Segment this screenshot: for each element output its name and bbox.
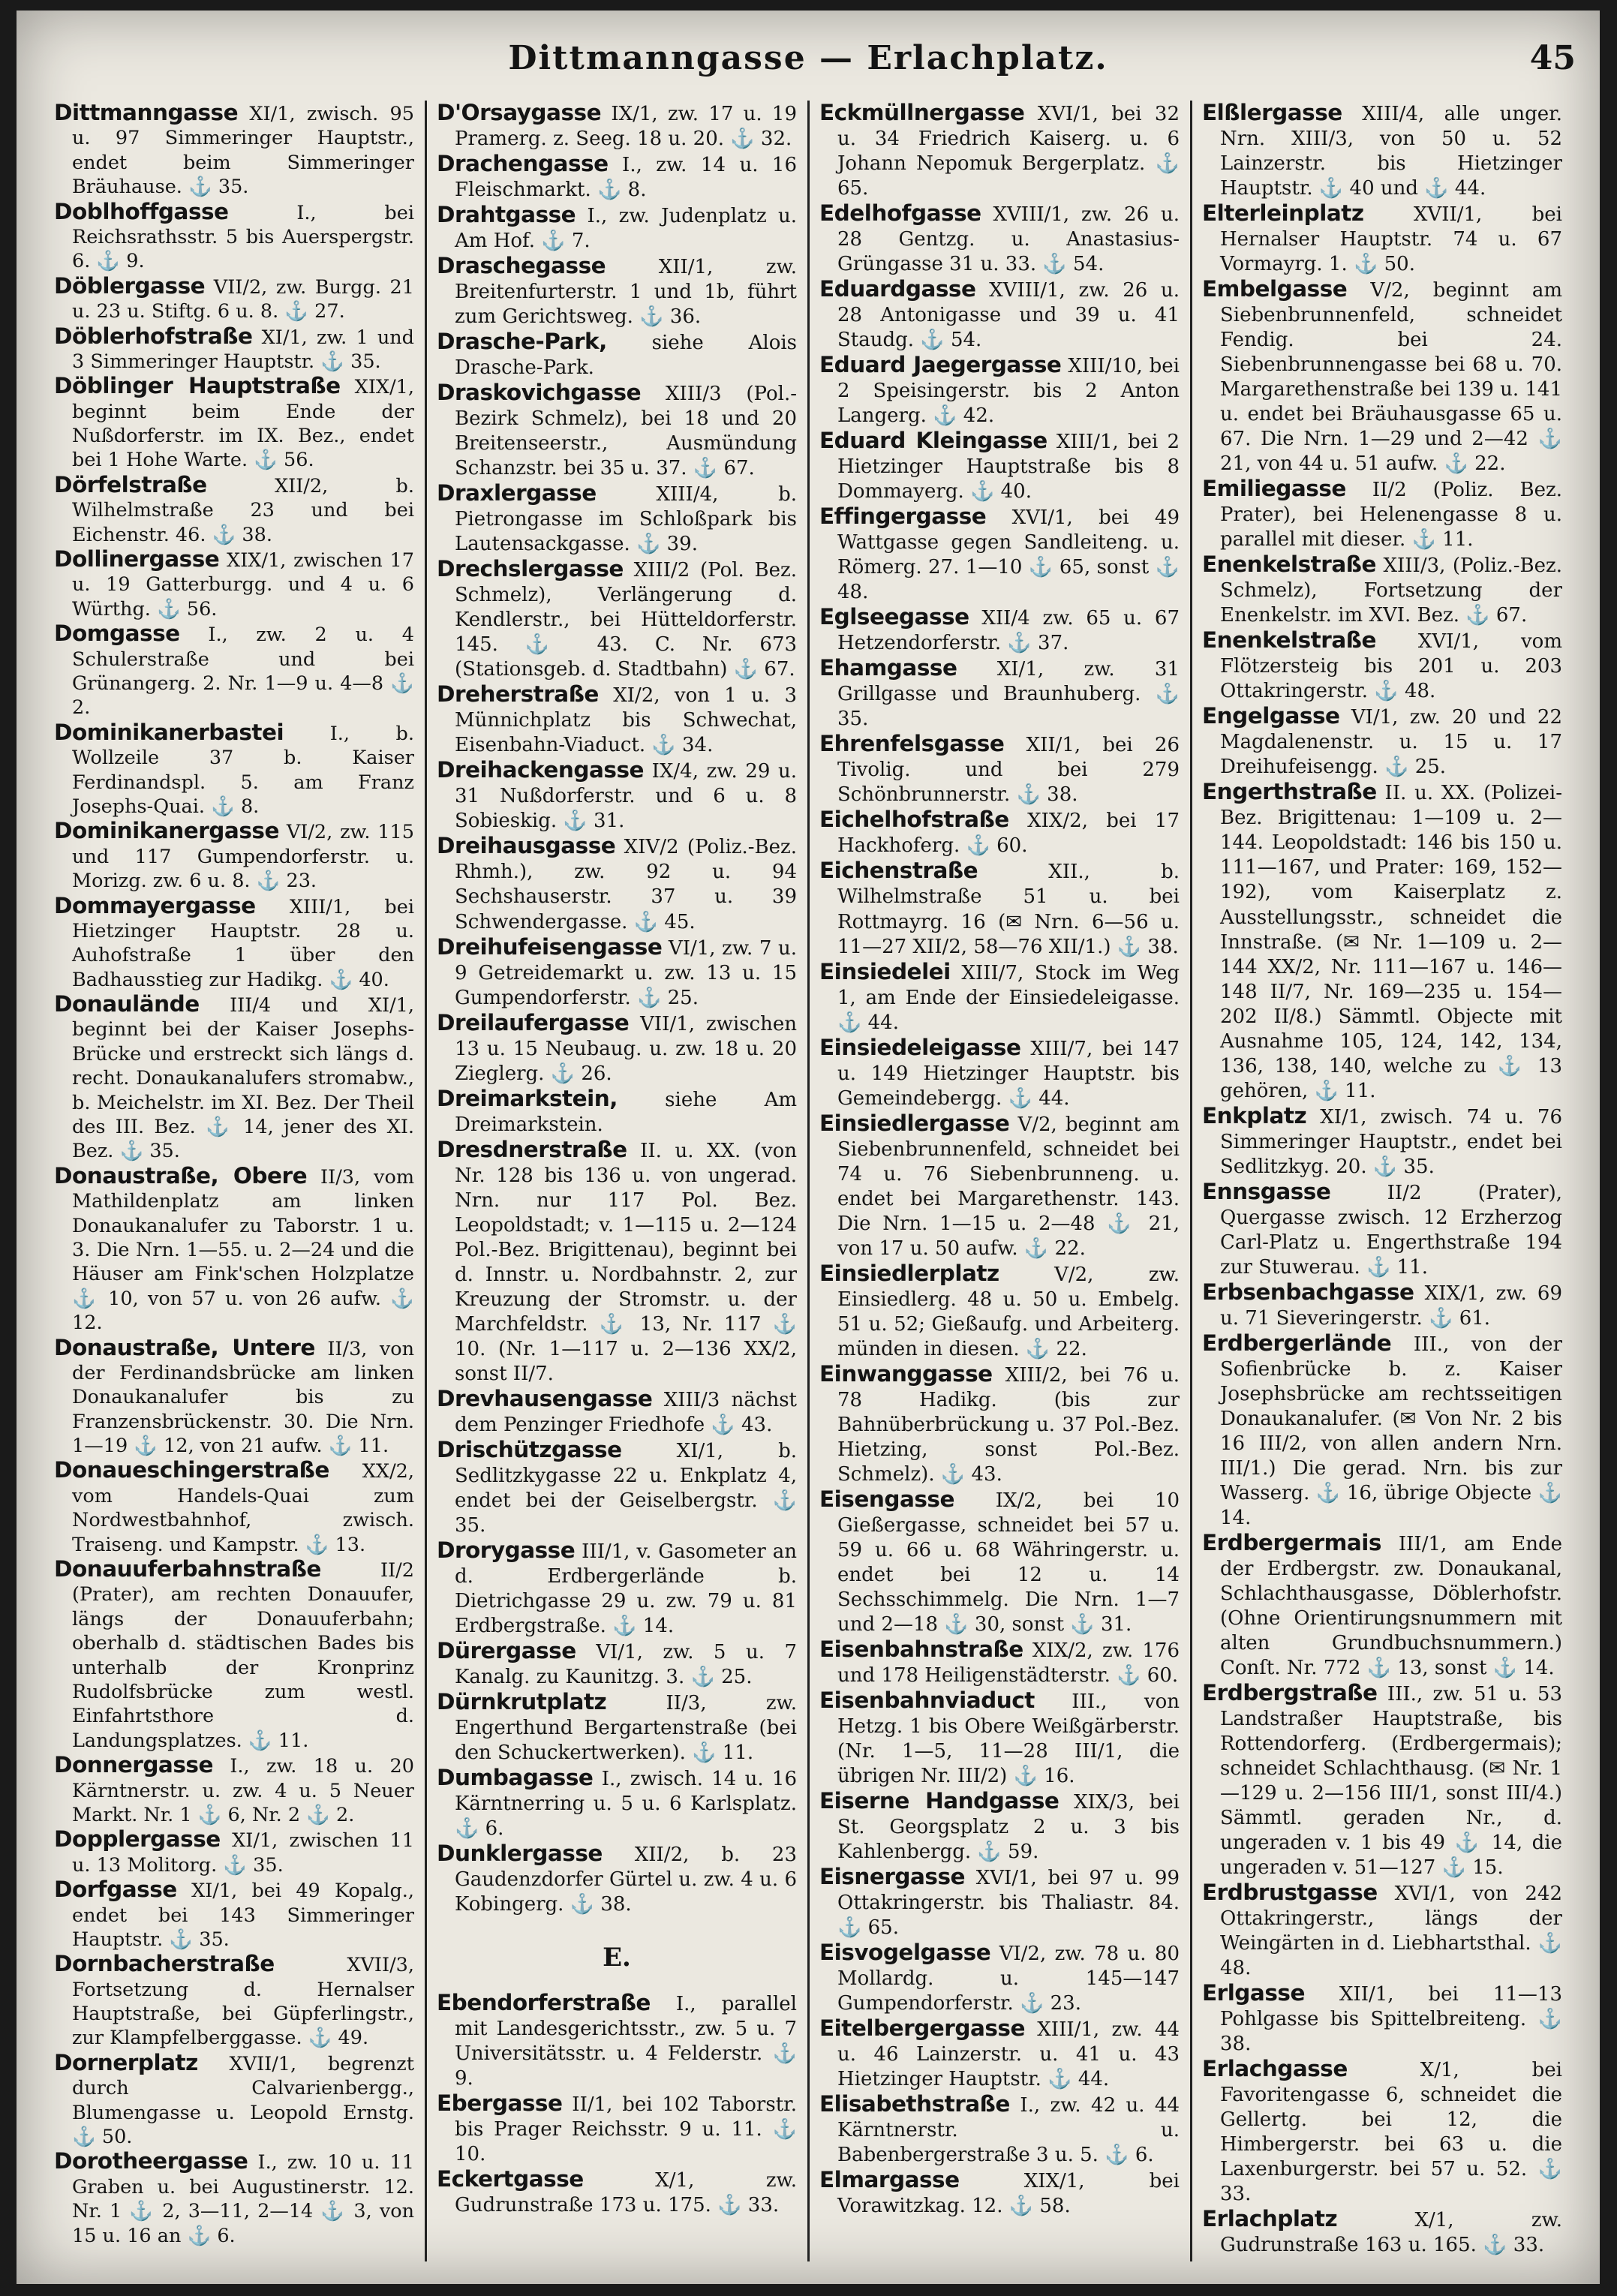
street-entry bbox=[437, 380, 797, 481]
street-entry bbox=[437, 1690, 797, 1766]
street-entry bbox=[54, 374, 414, 473]
column-2 bbox=[437, 101, 797, 2261]
street-description: XIX/1, zw. 69 u. 71 Sieveringerstr. ⚓ 61. bbox=[1220, 1282, 1562, 1330]
street-entry bbox=[54, 621, 414, 720]
street-description: I., parallel mit Landesgerichtsstr., zw. 5 u. 7 Universitätsstr. u. 4 Felderstr. ⚓ 9. bbox=[455, 1993, 797, 2090]
street-name: Dreherstraße bbox=[437, 681, 599, 708]
street-description: XX/2, vom Handels-Quai zum Nordwestbahnhof, zwisch. Traiseng. und Kampstr. ⚓ 13. bbox=[72, 1460, 414, 1556]
street-name: Einsiedlergasse bbox=[819, 1110, 1010, 1136]
street-entry bbox=[437, 152, 797, 203]
street-description: II/3, von der Ferdinandsbrücke am linken Donaukanalufer bis zu Franzensbrückenstr. 30. Die Nrn. 1—19 ⚓ 12, von 21 aufw. ⚓ 11. bbox=[72, 1337, 414, 1458]
street-name: Eduardgasse bbox=[819, 276, 976, 302]
street-description: I., zwisch. 14 u. 16 Kärntnerring u. 5 u. 6 Karlsplatz. ⚓ 6. bbox=[455, 1768, 797, 1841]
section-letter: E. bbox=[603, 1943, 631, 1973]
street-name: Donauuferbahnstraße bbox=[54, 1556, 321, 1582]
street-name: Erdbergermais bbox=[1202, 1529, 1381, 1555]
street-description: XII/2, b. Wilhelmstraße 23 und bei Eichenstr. 46. ⚓ 38. bbox=[72, 474, 414, 546]
street-entry bbox=[1202, 2057, 1562, 2207]
street-name: Eisenbahnviaduct bbox=[819, 1687, 1035, 1713]
street-entry bbox=[54, 1164, 414, 1336]
street-description: II/3, zw. Engerthund Bergartenstraße (bei den Schuckertwerken). ⚓ 11. bbox=[455, 1691, 797, 1765]
street-description: XVII/1, bei Hernalser Hauptstr. 74 u. 67 Vormayrg. 1. ⚓ 50. bbox=[1220, 203, 1562, 276]
street-description: XI/1, zwisch. 95 u. 97 Simmeringer Hauptstr., endet beim Simmeringer Bräuhause. ⚓ 35. bbox=[72, 103, 414, 199]
street-entry bbox=[54, 1458, 414, 1557]
street-description: II/2 (Prater), am rechten Donauufer, längs der Donauuferbahn; oberhalb d. städtischen Bades bis unterhalb der Kronprinz Rudolfsbrücke zum westl. Einfahrtsthore d. Landungsplatzes. ⚓ 11. bbox=[72, 1559, 414, 1752]
street-description: XII/1, bei 11—13 Pohlgasse bis Spittelbreiteng. ⚓ 38. bbox=[1220, 1983, 1562, 2056]
street-entry bbox=[1202, 704, 1562, 780]
street-name: Dominikanergasse bbox=[54, 818, 279, 844]
street-entry bbox=[819, 1865, 1180, 1940]
street-entry bbox=[54, 200, 414, 274]
street-entry bbox=[54, 894, 414, 993]
street-entry bbox=[437, 557, 797, 682]
street-entry bbox=[437, 1438, 797, 1538]
street-entry bbox=[1202, 476, 1562, 552]
street-entry bbox=[1202, 1880, 1562, 1981]
street-entry bbox=[437, 758, 797, 834]
street-entry bbox=[437, 2167, 797, 2218]
street-description: XIV/2 (Poliz.-Bez. Rhmh.), zw. 92 u. 94 Sechshauserstr. 37 u. 39 Schwendergasse. ⚓ 45. bbox=[455, 836, 797, 933]
street-name: Eisengasse bbox=[819, 1486, 954, 1512]
street-entry bbox=[819, 807, 1180, 858]
street-description: IX/2, bei 10 Gießergasse, schneidet bei 57 u. 59 u. 66 u. 68 Währingerstr. u. endet bei 12 u. 14 Sechsschimmelg. Die Nrn. 1—7 und 2—18 ⚓ 30, sonst ⚓ 31. bbox=[837, 1489, 1180, 1636]
street-name: Engerthstraße bbox=[1202, 779, 1377, 805]
street-description: VI/1, zw. 20 und 22 Magdalenenstr. u. 15 u. 17 Dreihufeisengg. ⚓ 25. bbox=[1220, 706, 1562, 779]
street-entry bbox=[54, 819, 414, 893]
street-entry bbox=[819, 504, 1180, 605]
street-entry bbox=[1202, 1104, 1562, 1180]
page-number: 45 bbox=[1529, 39, 1576, 77]
street-description: IX/1, zw. 17 u. 19 Pramerg. z. Seeg. 18 u. 20. ⚓ 32. bbox=[455, 103, 797, 151]
street-entry bbox=[1202, 628, 1562, 704]
column-1 bbox=[54, 101, 414, 2261]
street-name: Dresdnerstraße bbox=[437, 1136, 627, 1162]
street-entry bbox=[437, 834, 797, 934]
street-description: II/2 (Poliz. Bez. Prater), bei Helenengasse 8 u. parallel mit dieser. ⚓ 11. bbox=[1220, 479, 1562, 551]
street-entry bbox=[437, 935, 797, 1011]
street-entry bbox=[819, 428, 1180, 504]
street-entry bbox=[1202, 1681, 1562, 1880]
street-name: D'Orsaygasse bbox=[437, 101, 602, 125]
street-description: XIX/3, bei St. Georgsplatz 2 u. 3 bis Kahlenbergg. ⚓ 59. bbox=[837, 1791, 1180, 1864]
street-name: Eckmüllnergasse bbox=[819, 101, 1025, 125]
street-description: I., zw. 14 u. 16 Fleischmarkt. ⚓ 8. bbox=[455, 154, 797, 202]
street-description: XVIII/1, zw. 26 u. 28 Gentzg. u. Anastasius-Grüngasse 31 u. 33. ⚓ 54. bbox=[837, 203, 1180, 276]
street-name: Donaustraße, Untere bbox=[54, 1334, 315, 1360]
directory-page bbox=[17, 11, 1600, 2284]
street-description: II/3, vom Mathildenplatz am linken Donaukanalufer zu Taborstr. 1 u. 3. Die Nrn. 1—55. u. 2—24 und die Häuser am Fink'schen Holzplatze ⚓ 10, von 57 u. von 26 aufw. ⚓ 12. bbox=[72, 1165, 414, 1335]
street-entry bbox=[1202, 1280, 1562, 1331]
street-description: XI/2, von 1 u. 3 Münnichplatz bis Schwechat, Eisenbahn-Viaduct. ⚓ 34. bbox=[455, 684, 797, 757]
street-description: XIX/1, beginnt beim Ende der Nußdorferstr. im IX. Bez., endet bei 1 Hohe Warte. ⚓ 56. bbox=[72, 376, 414, 472]
street-name: Donnergasse bbox=[54, 1752, 213, 1778]
street-name: Dittmanngasse bbox=[54, 101, 239, 125]
street-name: Draschegasse bbox=[437, 253, 606, 279]
street-entry bbox=[819, 1487, 1180, 1637]
street-description: III/4 und XI/1, beginnt bei der Kaiser Josephs-Brücke und erstreckt sich längs d. recht. Donaukanalufers stromabw., b. Meichelstr. im XI. Bez. Der Theil des III. Bez. ⚓ 14, jener des XI. Bez. ⚓ 35. bbox=[72, 994, 414, 1163]
street-name: Dornerplatz bbox=[54, 2049, 198, 2075]
street-description: II/2 (Prater), Quergasse zwisch. 12 Erzherzog Carl-Platz u. Engerthstraße 194 zur Stuwerau. ⚓ 11. bbox=[1220, 1181, 1562, 1279]
street-description: I., zw. 42 u. 44 Kärntnerstr. u. Babenbergerstraße 3 u. 5. ⚓ 6. bbox=[837, 2094, 1180, 2167]
street-name: Einsiedlerplatz bbox=[819, 1260, 999, 1286]
column-rule bbox=[807, 101, 810, 2261]
street-name: Eitelbergergasse bbox=[819, 2015, 1025, 2042]
street-entry bbox=[437, 1841, 797, 1917]
street-entry bbox=[54, 1336, 414, 1459]
street-description: I., bei Reichsrathsstr. 5 bis Auerspergstr. 6. ⚓ 9. bbox=[72, 201, 414, 273]
street-description: XI/1, bei 49 Kopalg., endet bei 143 Simmeringer Hauptstr. ⚓ 35. bbox=[72, 1880, 414, 1951]
street-columns bbox=[54, 101, 1577, 2261]
street-name: Erlachgasse bbox=[1202, 2056, 1348, 2082]
street-entry bbox=[819, 1789, 1180, 1865]
street-name: Effingergasse bbox=[819, 503, 987, 530]
street-entry bbox=[437, 481, 797, 557]
street-name: Drahtgasse bbox=[437, 202, 576, 228]
street-name: Elterleinplatz bbox=[1202, 200, 1364, 227]
street-description: III., von Hetzg. 1 bis Obere Weißgärberstr. (Nr. 1—5, 11—28 III/1, die übrigen Nr. III/2) ⚓ 16. bbox=[837, 1690, 1180, 1788]
street-description: XIII/2, bei 76 u. 78 Hadikg. (bis zur Bahnüberbrückung u. 37 Pol.-Bez. Hietzing, sonst Pol.-Bez. Schmelz). ⚓ 43. bbox=[837, 1363, 1180, 1486]
street-entry bbox=[54, 473, 414, 547]
street-entry bbox=[819, 1688, 1180, 1789]
street-description: XVII/1, begrenzt durch Calvarienbergg., Blumengasse u. Leopold Ernstg. ⚓ 50. bbox=[72, 2052, 414, 2149]
street-description: III/1, v. Gasometer an d. Erdbergerlände b. Dietrichgasse 29 u. zw. 79 u. 81 Erdbergstraße. ⚓ 14. bbox=[455, 1540, 797, 1637]
street-entry bbox=[437, 682, 797, 758]
street-description: II. u. XX. (von Nr. 128 bis 136 u. von ungerad. Nrn. nur 117 Pol. Bez. Leopoldstadt; v. 1—115 u. 2—124 Pol.-Bez. Brigittenau), beginnt bei d. Innstr. u. Nordbahnstr. 2, zur Kreuzung der Stromstr. u. der Marchfeldstr. ⚓ 13, Nr. 117 ⚓ 10. (Nr. 1—117 u. 2—136 XX/2, sonst II/7. bbox=[455, 1139, 797, 1385]
street-name: Eisenbahnstraße bbox=[819, 1636, 1023, 1662]
street-description: I., zw. 10 u. 11 Graben u. bei Augustinerstr. 12. Nr. 1 ⚓ 2, 3—11, 2—14 ⚓ 3, von 15 u. 16 an ⚓ 6. bbox=[72, 2151, 414, 2247]
street-entry bbox=[819, 960, 1180, 1035]
street-description: XIII/3 nächst dem Penzinger Friedhofe ⚓ 43. bbox=[455, 1388, 797, 1436]
street-entry bbox=[54, 324, 414, 374]
street-description: XIII/4, alle unger. Nrn. XIII/3, von 50 u. 52 Lainzerstr. bis Hietzinger Hauptstr. ⚓ 40 und ⚓ 44. bbox=[1220, 103, 1562, 200]
street-entry bbox=[819, 277, 1180, 353]
street-description: XVII/3, Fortsetzung d. Hernalser Hauptstraße, bei Güpferlingstr., zur Klampfelberggasse. ⚓ 49. bbox=[72, 1954, 414, 2050]
street-name: Ebendorferstraße bbox=[437, 1990, 651, 2016]
street-entry bbox=[437, 1387, 797, 1438]
street-entry bbox=[437, 2091, 797, 2167]
street-entry bbox=[437, 1137, 797, 1387]
street-name: Dörfelstraße bbox=[54, 471, 207, 497]
street-description: IX/4, zw. 29 u. 31 Nußdorferstr. und 6 u. 8 Sobieskig. ⚓ 31. bbox=[455, 760, 797, 833]
street-entry bbox=[54, 101, 414, 200]
street-description: XVIII/1, zw. 26 u. 28 Antonigasse und 39 u. 41 Staudg. ⚓ 54. bbox=[837, 279, 1180, 352]
street-name: Dreihackengasse bbox=[437, 757, 645, 783]
street-description: XVI/1, von 242 Ottakringerstr., längs der Weingärten in d. Liebhartsthal. ⚓ 48. bbox=[1220, 1883, 1562, 1980]
street-name: Ebergasse bbox=[437, 2090, 563, 2117]
street-entry bbox=[819, 2092, 1180, 2168]
street-entry bbox=[54, 1952, 414, 2051]
street-description: XIX/1, zwischen 17 u. 19 Gatterburgg. und 4 u. 6 Würthg. ⚓ 56. bbox=[72, 549, 414, 621]
street-description: siehe Am Dreimarkstein. bbox=[455, 1088, 797, 1136]
street-entry bbox=[819, 1940, 1180, 2016]
street-name: Eckertgasse bbox=[437, 2166, 584, 2192]
running-title: Dittmanngasse — Erlachplatz. bbox=[508, 39, 1108, 77]
street-entry bbox=[1202, 101, 1562, 201]
street-name: Eduard Jaegergasse bbox=[819, 352, 1062, 378]
street-description: VI/1, zw. 7 u. 9 Getreidemarkt u. zw. 13 u. 15 Gumpendorferstr. ⚓ 25. bbox=[455, 936, 797, 1009]
street-description: VI/2, zw. 78 u. 80 Mollardg. u. 145—147 Gumpendorferstr. ⚓ 23. bbox=[837, 1943, 1180, 2015]
street-entry bbox=[1202, 552, 1562, 628]
street-description: XIII/1, zw. 44 u. 46 Lainzerstr. u. 41 u. 43 Hietzinger Hauptstr. ⚓ 44. bbox=[837, 2018, 1180, 2091]
street-name: Dollinergasse bbox=[54, 546, 220, 572]
street-entry bbox=[819, 2168, 1180, 2219]
street-name: Elmargasse bbox=[819, 2167, 960, 2193]
street-description: XIII/3 (Pol.-Bezirk Schmelz), bei 18 und 20 Breitenseerstr., Ausmündung Schanzstr. bei 35 u. 37. ⚓ 67. bbox=[455, 383, 797, 480]
street-entry bbox=[819, 201, 1180, 277]
street-description: V/2, beginnt am Siebenbrunnenfeld, schneidet Fendig. bei 24. Siebenbrunnengasse bei 68 u. 70. Margarethenstraße bei 139 u. 141 u. endet bei Bräuhausgasse 65 u. 67. Die Nrn. 1—29 und 2—42 ⚓ 21, von 44 u. 51 aufw. ⚓ 22. bbox=[1220, 279, 1562, 476]
street-description: II. u. XX. (Polizei-Bez. Brigittenau: 1—109 u. 2—144. Leopoldstadt: 146 bis 150 u. 111—167, und Prater: 169, 152—192), vom Kaiserplatz z. Ausstellungsstr., schneidet die Innstraße. (✉ Nr. 1—109 u. 2—144 XX/2, Nr. 111—167 u. 146—148 II/7, Nr. 169—235 u. 154—202 II/8.) Sämmtl. Objecte mit Ausnahme 105, 124, 142, 134, 136, 138, 140, welche zu ⚓ 13 gehören, ⚓ 11. bbox=[1220, 782, 1562, 1102]
street-description: X/1, zw. Gudrunstraße 163 u. 165. ⚓ 33. bbox=[1220, 2209, 1562, 2257]
street-entry bbox=[1202, 201, 1562, 277]
street-entry bbox=[819, 1637, 1180, 1688]
street-name: Enenkelstraße bbox=[1202, 551, 1376, 578]
street-name: Dunklergasse bbox=[437, 1841, 603, 1867]
street-entry bbox=[437, 1538, 797, 1639]
street-name: Drevhausengasse bbox=[437, 1385, 653, 1411]
street-description: XIX/2, zw. 176 und 178 Heiligenstädterstr. ⚓ 60. bbox=[837, 1639, 1180, 1687]
street-name: Doblhoffgasse bbox=[54, 198, 229, 224]
street-name: Domgasse bbox=[54, 621, 180, 647]
street-description: XI/1, b. Sedlitzkygasse 22 u. Enkplatz 4, endet bei der Geiselbergstr. ⚓ 35. bbox=[455, 1439, 797, 1537]
street-name: Drischützgasse bbox=[437, 1436, 622, 1462]
street-name: Dorfgasse bbox=[54, 1877, 177, 1903]
street-name: Dommayergasse bbox=[54, 892, 256, 918]
street-name: Donaustraße, Obere bbox=[54, 1162, 308, 1189]
street-name: Drachengasse bbox=[437, 151, 609, 177]
street-description: XI/1, zwischen 11 u. 13 Molitorg. ⚓ 35. bbox=[72, 1829, 414, 1877]
street-description: I., zw. Judenplatz u. Am Hof. ⚓ 7. bbox=[455, 205, 797, 253]
street-name: Erlgasse bbox=[1202, 1980, 1305, 2006]
street-description: X/1, zw. Gudrunstraße 173 u. 175. ⚓ 33. bbox=[455, 2169, 797, 2217]
street-entry bbox=[437, 329, 797, 380]
street-description: VII/2, zw. Burgg. 21 u. 23 u. Stiftg. 6 u. 8. ⚓ 27. bbox=[72, 275, 414, 323]
street-entry bbox=[54, 274, 414, 324]
street-description: XIII/1, bei Hietzinger Hauptstr. 28 u. Auhofstraße 1 über den Badhausstieg zur Hadikg. ⚓ 40. bbox=[72, 895, 414, 991]
street-description: siehe Alois Drasche-Park. bbox=[455, 332, 797, 380]
street-entry bbox=[1202, 1331, 1562, 1531]
street-name: Dornbacherstraße bbox=[54, 1951, 275, 1977]
street-name: Dreihufeisengasse bbox=[437, 933, 663, 960]
street-description: I., zw. 2 u. 4 Schulerstraße und bei Grünangerg. 2. Nr. 1—9 u. 4—8 ⚓ 2. bbox=[72, 624, 414, 720]
street-entry bbox=[437, 1086, 797, 1137]
street-entry bbox=[437, 101, 797, 152]
street-description: XIX/1, bei Vorawitzkag. 12. ⚓ 58. bbox=[837, 2170, 1180, 2218]
street-name: Dürergasse bbox=[437, 1637, 576, 1663]
street-description: VII/1, zwischen 13 u. 15 Neubaug. u. zw. 18 u. 20 Zieglerg. ⚓ 26. bbox=[455, 1012, 797, 1085]
street-name: Einsiedelei bbox=[819, 958, 951, 984]
street-name: Dreimarkstein, bbox=[437, 1085, 618, 1111]
street-entry bbox=[437, 1639, 797, 1690]
street-description: V/2, zw. Einsiedlerg. 48 u. 50 u. Embelg. 51 u. 52; Gießaufg. und Arbeiterg. münden in diesen. ⚓ 22. bbox=[837, 1263, 1180, 1360]
street-description: XII/1, bei 26 Tivolig. und bei 279 Schönbrunnerstr. ⚓ 38. bbox=[837, 734, 1180, 807]
street-entry bbox=[1202, 2207, 1562, 2258]
street-entry bbox=[819, 1362, 1180, 1487]
street-name: Dorotheergasse bbox=[54, 2148, 248, 2174]
street-name: Döblergasse bbox=[54, 272, 206, 299]
street-name: Eduard Kleingasse bbox=[819, 428, 1047, 454]
street-description: XI/1, zwisch. 74 u. 76 Simmeringer Hauptstr., endet bei Sedlitzkyg. 20. ⚓ 35. bbox=[1220, 1105, 1562, 1178]
street-entry bbox=[819, 2016, 1180, 2092]
street-description: X/1, bei Favoritengasse 6, schneidet die Gellertg. bei 12, die Himbergerstr. bei 63 u. die Laxenburgerstr. bei 57 u. 52. ⚓ 33. bbox=[1220, 2059, 1562, 2206]
street-name: Erdbergstraße bbox=[1202, 1679, 1378, 1705]
street-name: Einwanggasse bbox=[819, 1360, 993, 1387]
street-entry bbox=[54, 1827, 414, 1877]
street-entry bbox=[437, 1766, 797, 1841]
street-entry bbox=[819, 1111, 1180, 1261]
street-entry bbox=[1202, 780, 1562, 1103]
street-description: XIII/1, bei 2 Hietzinger Hauptstraße bis 8 Dommayerg. ⚓ 40. bbox=[837, 431, 1180, 503]
street-description: XIII/7, bei 147 u. 149 Hietzinger Hauptstr. bis Gemeindebergg. ⚓ 44. bbox=[837, 1037, 1180, 1110]
street-name: Donaueschingerstraße bbox=[54, 1457, 329, 1483]
page-header bbox=[17, 39, 1600, 84]
street-name: Donaulände bbox=[54, 991, 200, 1017]
street-description: XI/1, zw. 31 Grillgasse und Braunhuberg. ⚓ 35. bbox=[837, 658, 1180, 731]
street-name: Embelgasse bbox=[1202, 276, 1348, 302]
street-name: Erbsenbachgasse bbox=[1202, 1279, 1414, 1305]
street-entry bbox=[819, 101, 1180, 201]
street-entry bbox=[1202, 1531, 1562, 1681]
street-entry bbox=[54, 992, 414, 1164]
street-name: Eichenstraße bbox=[819, 858, 978, 884]
street-name: Dumbagasse bbox=[437, 1765, 594, 1791]
street-name: Draskovichgasse bbox=[437, 380, 642, 406]
street-name: Ehamgasse bbox=[819, 655, 957, 681]
street-description: III/1, am Ende der Erdbergstr. zw. Donaukanal, Schlachthausgasse, Döblerhofstr. (Ohne Orientirungsnummern mit alten Grundbuchsnummern.) Conſt. Nr. 772 ⚓ 13, sonst ⚓ 14. bbox=[1220, 1532, 1562, 1679]
street-description: XII/1, zw. Breitenfurterstr. 1 und 1b, führt zum Gerichtsweg. ⚓ 36. bbox=[455, 256, 797, 329]
street-description: VI/2, zw. 115 und 117 Gumpendorferstr. u. Morizg. zw. 6 u. 8. ⚓ 23. bbox=[72, 821, 414, 893]
column-rule bbox=[425, 101, 427, 2261]
street-description: XIII/10, bei 2 Speisingerstr. bis 2 Anton Langerg. ⚓ 42. bbox=[837, 355, 1180, 428]
street-entry bbox=[437, 254, 797, 329]
street-name: Eisnergasse bbox=[819, 1864, 966, 1890]
street-description: XIII/3, (Poliz.-Bez. Schmelz), Fortsetzung der Enenkelstr. im XVI. Bez. ⚓ 67. bbox=[1220, 554, 1562, 627]
street-description: XIII/2 (Pol. Bez. Schmelz), Verlängerung d. Kendlerstr., bei Hütteldorferstr. 145. ⚓ 43. C. Nr. 673 (Stationsgeb. d. Stadtbahn) ⚓ 67. bbox=[455, 559, 797, 681]
street-entry bbox=[819, 732, 1180, 807]
street-entry bbox=[54, 1753, 414, 1827]
street-entry bbox=[54, 720, 414, 819]
street-description: XIII/7, Stock im Weg 1, am Ende der Einsiedeleigasse. ⚓ 44. bbox=[837, 961, 1180, 1034]
street-name: Erlachplatz bbox=[1202, 2206, 1338, 2232]
street-entry bbox=[1202, 277, 1562, 476]
street-name: Enkplatz bbox=[1202, 1102, 1307, 1128]
street-name: Dopplergasse bbox=[54, 1826, 221, 1853]
street-entry bbox=[437, 1991, 797, 2091]
street-entry bbox=[54, 2149, 414, 2248]
street-description: XVI/1, bei 97 u. 99 Ottakringerstr. bis Thaliastr. 84. ⚓ 65. bbox=[837, 1867, 1180, 1940]
street-name: Dominikanerbastei bbox=[54, 719, 284, 745]
street-description: XII/4 zw. 65 u. 67 Hetzendorferstr. ⚓ 37. bbox=[837, 607, 1180, 655]
street-name: Dreilaufergasse bbox=[437, 1009, 630, 1035]
street-name: Engelgasse bbox=[1202, 703, 1340, 729]
street-name: Emiliegasse bbox=[1202, 476, 1346, 502]
street-description: XI/1, zw. 1 und 3 Simmeringer Hauptstr. ⚓ 35. bbox=[72, 326, 414, 373]
street-name: Eichelhofstraße bbox=[819, 807, 1009, 833]
street-entry bbox=[437, 203, 797, 254]
street-description: V/2, beginnt am Siebenbrunnenfeld, schneidet bei 74 u. 76 Siebenbrunneng. u. endet bei Margarethenstr. 143. Die Nrn. 1—15 u. 2—48 ⚓ 21, von 17 u. 50 aufw. ⚓ 22. bbox=[837, 1113, 1180, 1260]
street-description: XII., b. Wilhelmstraße 51 u. bei Rottmayrg. 16 (✉ Nrn. 6—56 u. 11—27 XII/2, 58—76 XII/1.) ⚓ 38. bbox=[837, 861, 1180, 958]
street-name: Enenkelstraße bbox=[1202, 627, 1376, 654]
street-description: XIII/4, b. Pietrongasse im Schloßpark bis Lautensackgasse. ⚓ 39. bbox=[455, 483, 797, 556]
street-entry bbox=[1202, 1180, 1562, 1280]
street-name: Draxlergasse bbox=[437, 480, 597, 506]
column-rule bbox=[1190, 101, 1192, 2261]
street-name: Dürnkrutplatz bbox=[437, 1688, 607, 1714]
street-description: II/1, bei 102 Taborstr. bis Prager Reichsstr. 9 u. 11. ⚓ 10. bbox=[455, 2093, 797, 2166]
street-name: Elßlergasse bbox=[1202, 101, 1342, 125]
column-3 bbox=[819, 101, 1180, 2261]
street-description: XIX/2, bei 17 Hackhoferg. ⚓ 60. bbox=[837, 810, 1180, 858]
street-description: I., zw. 18 u. 20 Kärntnerstr. u. zw. 4 u. 5 Neuer Markt. Nr. 1 ⚓ 6, Nr. 2 ⚓ 2. bbox=[72, 1755, 414, 1826]
street-name: Döblinger Hauptstraße bbox=[54, 373, 341, 399]
street-entry bbox=[819, 1261, 1180, 1362]
street-description: XII/2, b. 23 Gaudenzdorfer Gürtel u. zw. 4 u. 6 Kobingerg. ⚓ 38. bbox=[455, 1844, 797, 1916]
street-entry bbox=[819, 656, 1180, 732]
street-name: Döblerhofstraße bbox=[54, 323, 253, 349]
street-entry bbox=[819, 353, 1180, 428]
street-name: Ehrenfelsgasse bbox=[819, 731, 1005, 757]
street-entry bbox=[819, 1035, 1180, 1111]
street-entry bbox=[54, 1557, 414, 1753]
street-description: III., von der Sofienbrücke b. z. Kaiser Josephsbrücke am rechtsseitigen Donaukanalufer. (✉ Von Nr. 2 bis 16 III/2, von allen andern Nrn. III/1.) Die gerad. Nrn. bis zur Wasserg. ⚓ 16, übrige Objecte ⚓ 14. bbox=[1220, 1333, 1562, 1529]
street-name: Elisabethstraße bbox=[819, 2091, 1010, 2117]
street-name: Eglseegasse bbox=[819, 604, 969, 630]
street-entry bbox=[437, 1011, 797, 1086]
street-description: XVI/1, bei 49 Wattgasse gegen Sandleiteng. u. Römerg. 27. 1—10 ⚓ 65, sonst ⚓ 48. bbox=[837, 506, 1180, 604]
street-description: VI/1, zw. 5 u. 7 Kanalg. zu Kaunitzg. 3. ⚓ 25. bbox=[455, 1640, 797, 1688]
street-name: Drorygasse bbox=[437, 1537, 576, 1563]
street-entry bbox=[54, 547, 414, 621]
street-description: XVI/1, vom Flötzersteig bis 201 u. 203 Ottakringerstr. ⚓ 48. bbox=[1220, 630, 1562, 703]
street-name: Eiserne Handgasse bbox=[819, 1788, 1059, 1814]
street-description: XVI/1, bei 32 u. 34 Friedrich Kaiserg. u. 6 Johann Nepomuk Bergerplatz. ⚓ 65. bbox=[837, 103, 1180, 200]
column-4 bbox=[1202, 101, 1562, 2261]
street-name: Dreihausgasse bbox=[437, 833, 616, 859]
street-entry bbox=[54, 1877, 414, 1952]
street-name: Edelhofgasse bbox=[819, 200, 981, 227]
street-name: Erdbergerlände bbox=[1202, 1330, 1392, 1356]
street-name: Einsiedeleigasse bbox=[819, 1034, 1021, 1060]
street-entry bbox=[819, 605, 1180, 656]
street-description: I., b. Wollzeile 37 b. Kaiser Ferdinandspl. 5. am Franz Josephs-Quai. ⚓ 8. bbox=[72, 722, 414, 818]
street-entry bbox=[1202, 1981, 1562, 2057]
street-name: Eisvogelgasse bbox=[819, 1940, 991, 1966]
street-entry bbox=[819, 858, 1180, 959]
street-name: Drechslergasse bbox=[437, 556, 624, 582]
street-description: III., zw. 51 u. 53 Landstraßer Hauptstraße, bis Rottendorferg. (Erdbergermais); schneidet Schlachthausg. (✉ Nr. 1—129 u. 2—156 III/1, sonst III/4.) Sämmtl. geraden Nr., d. ungeraden v. 1 bis 49 ⚓ 14, die ungeraden v. 51—127 ⚓ 15. bbox=[1220, 1682, 1562, 1880]
street-name: Drasche-Park, bbox=[437, 329, 607, 355]
street-name: Ennsgasse bbox=[1202, 1178, 1331, 1204]
street-name: Erdbrustgasse bbox=[1202, 1880, 1378, 1906]
street-entry bbox=[54, 2051, 414, 2150]
